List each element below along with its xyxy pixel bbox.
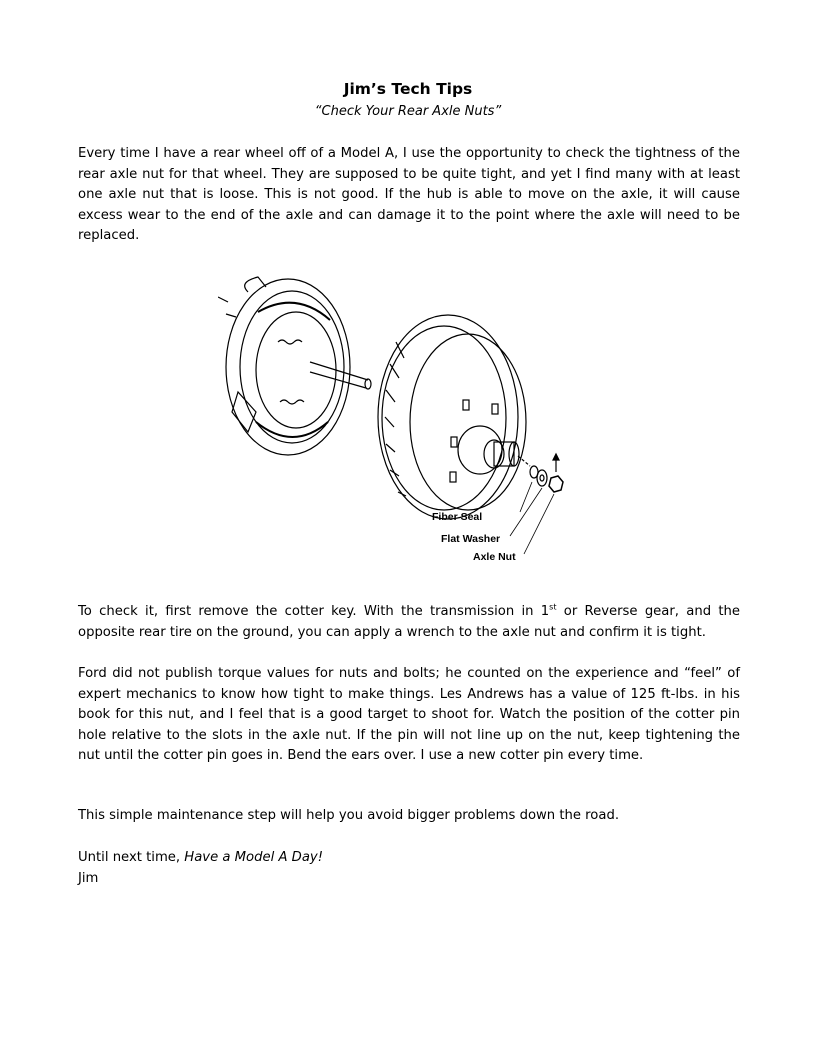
label-fiber-seal: Fiber Seal xyxy=(432,511,483,523)
closing-block xyxy=(78,848,740,889)
p2-superscript: st xyxy=(549,602,557,612)
label-axle-nut: Axle Nut xyxy=(473,551,516,563)
paragraph-check-procedure xyxy=(78,602,740,643)
label-flat-washer: Flat Washer xyxy=(441,533,501,545)
closing-text: Until next time, xyxy=(78,850,185,865)
signature: Jim xyxy=(78,870,99,886)
closing-italic: Have a Model A Day! xyxy=(184,850,324,865)
paragraph-intro: Every time I have a rear wheel off of a Model A, I use the opportunity to check the tightness of the rear axle nut for that wheel. They are supposed to be quite tight, and yet I find many with at least one axle nut that is loose. This is not good. If the hub is able to move on the axle, it will cause excess wear to the end of the axle and can damage it to the point where the axle will need to be replaced. xyxy=(78,146,740,243)
p2-text-b: or Reverse gear, and the opposite rear tire on the ground, you can apply a wrench to the axle nut and confirm it is tight. xyxy=(78,604,741,640)
page-title: Jim’s Tech Tips xyxy=(343,80,473,98)
axle-diagram xyxy=(218,272,588,572)
p2-text-a: To check it, first remove the cotter key. With the transmission in 1 xyxy=(78,604,550,619)
paragraph-summary: This simple maintenance step will help you avoid bigger problems down the road. xyxy=(78,808,620,823)
closing-line xyxy=(78,848,740,869)
page-subtitle: “Check Your Rear Axle Nuts” xyxy=(314,104,502,119)
paragraph-torque: Ford did not publish torque values for nuts and bolts; he counted on the experience and “feel” of expert mechanics to know how tight to make things. Les Andrews has a value of 125 ft-lbs. in his book for this nut, and I feel that is a good target to shoot for. Watch the position of the cotter pin hole relative to the slots in the axle nut. If the pin will not line up on the nut, keep tightening the nut until the cotter pin goes in. Bend the ears over. I use a new cotter pin every time. xyxy=(78,666,740,763)
